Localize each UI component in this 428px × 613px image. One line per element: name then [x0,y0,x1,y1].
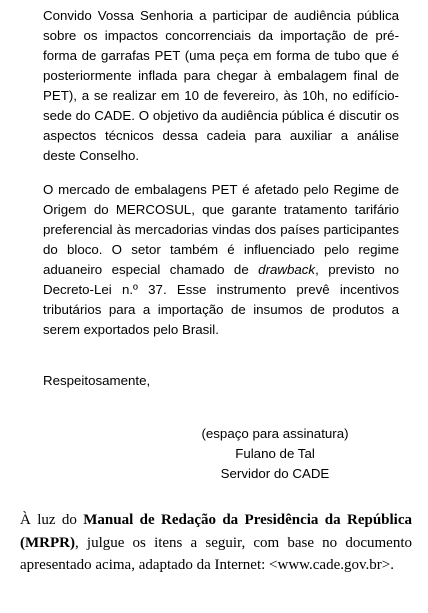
question-instruction [20,509,412,577]
paragraph-2-text-a: O mercado de embalagens PET é afetado pelo Regime de Origem do MERCOSUL, que garante tratamento tarifário preferencial às mercadorias vindas dos países participantes do bloco. O setor também é influenciado pelo regime aduaneiro especial chamado de [43,182,399,277]
paragraph-2-text-b: , previsto no Decreto-Lei n.º 37. Esse instrumento prevê incentivos tributários para a importação de insumos de produtos a serem exportados pelo Brasil. [43,262,400,337]
instruction-text-b: , julgue os itens a seguir, com base no documento apresentado acima, adaptado da Internet: <www.cade.gov.br>. [20,534,412,573]
letter-body [43,6,399,340]
signature-space: (espaço para assinatura) [201,426,349,441]
letter-paragraph-1: Convido Vossa Senhoria a participar de audiência pública sobre os impactos concorrenciais da importação de pré-forma de garrafas PET (uma peça em forma de tubo que é posteriormente inflada para chegar à embalagem final de PET), a se realizar em 10 de fevereiro, às 10h, no edifício-sede do CADE. O objetivo da audiência pública é discutir os aspectos técnicos dessa cadeia para auxiliar a análise deste Conselho. [43,8,399,163]
signer-role: Servidor do CADE [220,466,330,481]
signature-block [43,424,399,484]
drawback-term: drawback [258,262,316,277]
letter-paragraph-2 [43,180,399,340]
signer-name: Fulano de Tal [235,446,315,461]
manual-title: Manual de Redação da Presidência da República (MRPR) [20,512,412,551]
instruction-text-a: À luz do [20,512,84,528]
closing-salutation: Respeitosamente, [43,373,151,388]
